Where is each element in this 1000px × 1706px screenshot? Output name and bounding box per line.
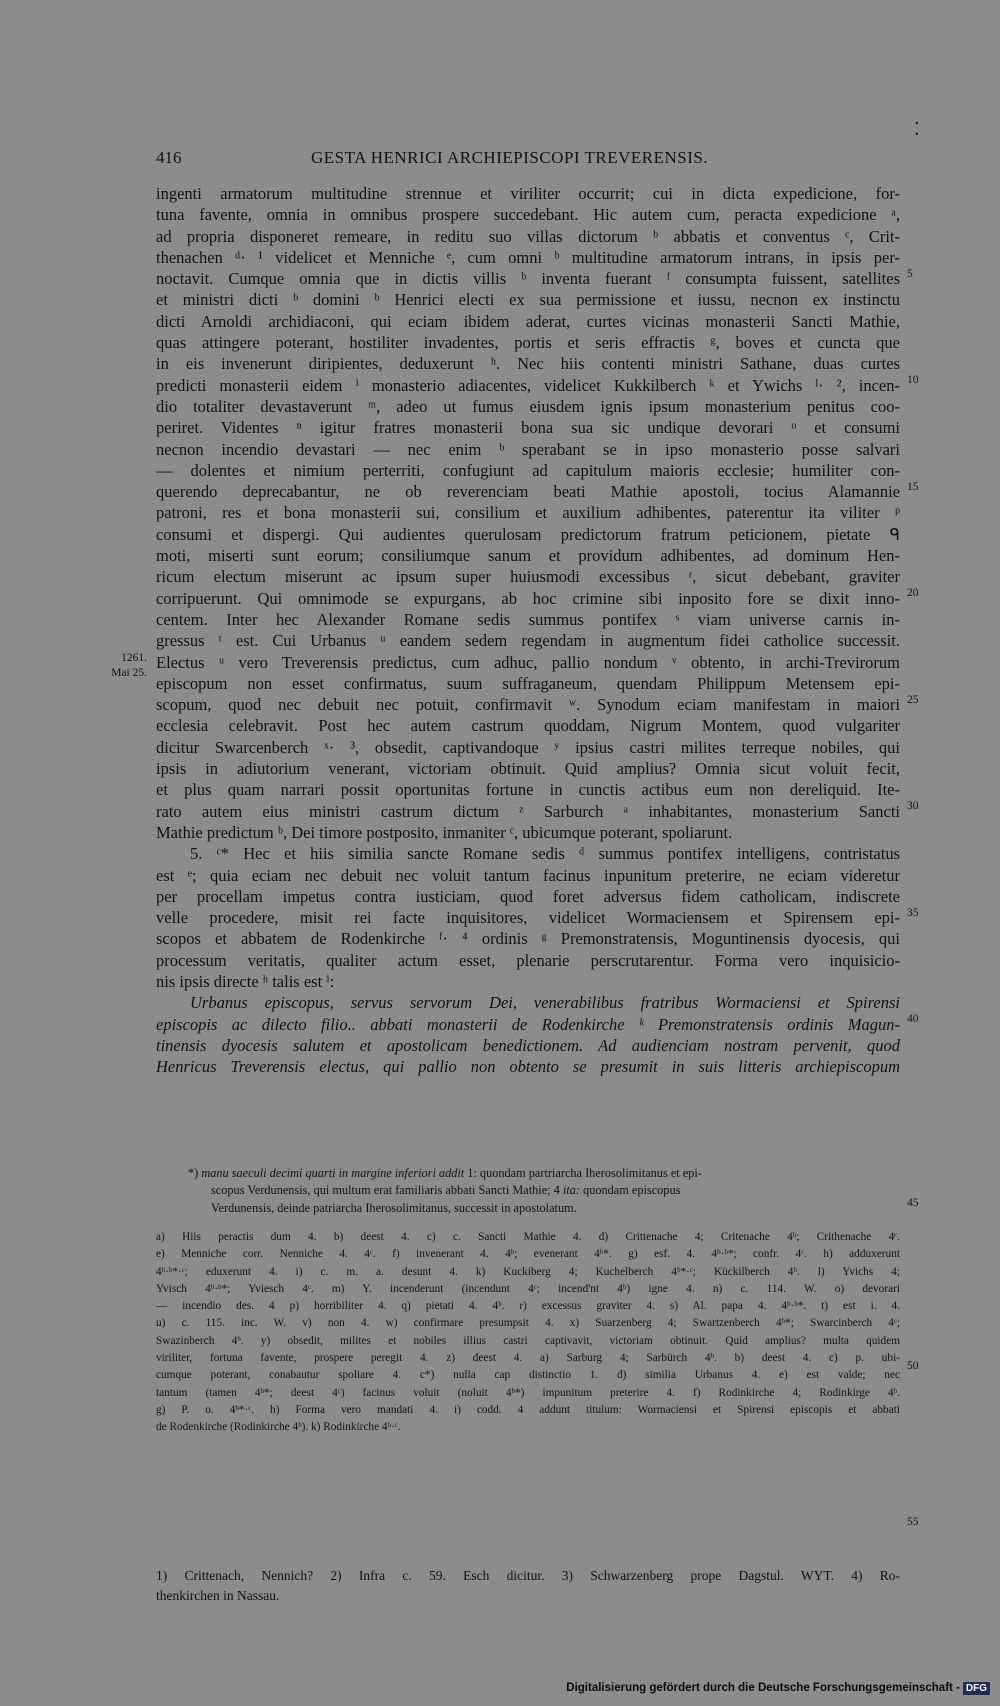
text-line: centem. Inter hec Alexander Romane sedis summus pontifex ˢ viam universe carnis in-	[156, 609, 900, 629]
editor-note-text: 1: quondam partriarcha Iherosolimitanus et epi-	[464, 1166, 702, 1180]
text-line: ad propria disponeret remeare, in reditu suo villas dictorum ᵇ abbatis et conventus ᶜ, Crit-	[156, 226, 900, 246]
text-line: corripuerunt. Qui omnimode se expurgans, ab hoc crimine sibi inposito fore se dixit inno-	[156, 588, 900, 608]
text-line: velle procedere, misit rei facte inquisitores, videlicet Wormaciensem et Spirensem epi-	[156, 908, 900, 928]
text-line: et ministri dicti ᵇ domini ᵇ Henrici electi ex sua permissione et iussu, necnon ex instinctu	[156, 290, 900, 310]
line-number: 50	[907, 1360, 919, 1372]
line-number: 5	[907, 268, 913, 280]
line-number: 20	[907, 587, 919, 599]
text-line: dio totaliter devastaverunt ᵐ, adeo ut fumus eiusdem ignis ipsum monasterium penitus coo-	[156, 396, 900, 416]
text-line: ricum electum miserunt ac ipsum super huiusmodi excessibus ʳ, sicut debebant, graviter	[156, 567, 900, 587]
text-line: est ᵉ; quia eciam nec debuit nec voluit tantum facinus inpunitum preterire, ne eciam videretur	[156, 865, 900, 885]
text-line: Urbanus episcopus, servus servorum Dei, venerabilibus fratribus Wormaciensi et Spirensi	[190, 993, 900, 1013]
apparatus-line: g) P. o. 4ᵇ*·ᶜ. h) Forma vero mandati 4. i) codd. 4 addunt titulum: Wormaciensi et Spirensi episcopis et abbati	[156, 1403, 900, 1416]
editor-note-text: scopus Verdunensis, qui multum erat familiaris abbati Sancti Mathie; 4	[211, 1183, 560, 1198]
text-line: gressus ᵗ est. Cui Urbanus ᵘ eandem sedem regendam in augmentum fidei catholice successit.	[156, 631, 900, 651]
editor-note-line	[156, 1182, 900, 1199]
editor-note-italic: ita:	[559, 1183, 580, 1198]
line-number: 35	[907, 907, 919, 919]
text-line: episcopis ac dilecto filio.. abbati monasterii de Rodenkirche ᵏ Premonstratensis ordinis Magun-	[156, 1014, 900, 1034]
line-number: 30	[907, 800, 919, 812]
apparatus-line: cumque poterant, conabautur spoliare 4. c*) nulla cap distinctio 1. d) similia Urbanus 4. e) est valde; nec	[156, 1369, 900, 1382]
text-line: per procellam impetus contra iusticiam, quod foret adversus fidem catholicam, indiscrete	[156, 886, 900, 906]
apparatus-line: a) Hiis peractis dum 4. b) deest 4. c) c. Sancti Mathie 4. d) Crittenache 4; Critenache 4ᵇ; Crithenache 4ᶜ.	[156, 1231, 900, 1243]
editor-note-line	[156, 1165, 900, 1182]
text-line: processum veritatis, qualiter actum esset, plenarie perscrutarentur. Forma vero inquisicio-	[156, 950, 900, 970]
text-line: rato autem eius ministri castrum dictum ᶻ Sarburch ᵃ inhabitantes, monasterium Sancti	[156, 801, 900, 821]
text-line: nis ipsis directe ʰ talis est ⁱ:	[156, 971, 335, 991]
apparatus-line: viriliter, fortuna favente, prospere peregit 4. z) deest 4. a) Sarburg 4; Sarbürch 4ᵇ. b) deest 4. c) p. ubi-	[156, 1352, 900, 1365]
editor-note-marker: *)	[188, 1166, 199, 1180]
digitization-credit	[566, 1678, 990, 1698]
credit-text: Digitalisierung gefördert durch die Deutsche Forschungsgemeinschaft -	[566, 1682, 960, 1694]
text-line: periret. Videntes ⁿ igitur fratres monasterii bona sua sic undique devorari ᵒ et consumi	[156, 418, 900, 438]
apparatus-line: u) c. 115. inc. W. v) non 4. w) confirmare presumpsit 4. x) Suarzenberg 4; Swartzenberch 4ᵇ*; Swarcinberch 4ᶜ;	[156, 1317, 900, 1330]
text-line: scopos et abbatem de Rodenkirche ᶠ· ⁴ ordinis ᵍ Premonstratensis, Moguntinensis dyocesis, qui	[156, 929, 900, 949]
line-number: 45	[907, 1197, 919, 1209]
apparatus-line: Yvisch 4ᵇ·ᵇ*; Yviesch 4ᶜ. m) Y. incenderunt (incendunt 4ᶜ; incend'nt 4ᵇ) igne 4. n) c. 114. W. o) devorari	[156, 1282, 900, 1295]
editor-note	[156, 1165, 900, 1217]
dfg-logo-icon: DFG	[963, 1682, 990, 1695]
editor-note-text: quondam episcopus	[579, 1183, 681, 1198]
footnote-line: thenkirchen in Nassau.	[156, 1588, 280, 1603]
line-number: 40	[907, 1013, 919, 1025]
text-line: quas attingere poterant, hostiliter invadentes, portis et seris effractis ᵍ, boves et cuncta que	[156, 333, 900, 353]
text-line: ecclesia celebravit. Post hec autem castrum quoddam, Nigrum Montem, quod vulgariter	[156, 716, 900, 736]
text-line: dicitur Swarcenberch ˣ· ³, obsedit, captivandoque ʸ ipsius castri milites terreque nobiles, qui	[156, 737, 900, 757]
text-line: dicti Arnoldi archidiaconi, qui eciam ibidem aderat, curtes vicinas monasterii Sancti Mathie,	[156, 311, 900, 331]
line-number: 10	[907, 374, 919, 386]
apparatus-line: e) Menniche corr. Nenniche 4. 4ᶜ. f) invenerant 4. 4ᵇ; evenerant 4ᵇ*. g) esf. 4. 4ᵇ·ᵇ*; confr. 4ᶜ. h) adduxerunt	[156, 1248, 900, 1261]
critical-apparatus	[156, 1229, 900, 1437]
text-line: — dolentes et nimium perterriti, confugiunt ad capitulum maioris ecclesie; humiliter con-	[156, 460, 900, 480]
text-line: Electus ᵘ vero Treverensis predictus, cum adhuc, pallio nondum ᵛ obtento, in archi-Trevirorum	[156, 652, 900, 672]
editor-note-italic: manu saeculi decimi quarti in margine inferiori addit	[201, 1166, 465, 1180]
text-line: in eis invenerunt diripientes, deduxerunt ʰ. Nec hiis contenti ministri Sathane, duas curtes	[156, 354, 900, 374]
text-line: 5. ᶜ* Hec et hiis similia sancte Romane sedis ᵈ summus pontifex intelligens, contristatus	[190, 844, 900, 864]
text-line: episcopum non esset confirmatus, suum suffraganeum, quendam Philippum Metensem epi-	[156, 673, 900, 693]
apparatus-line: de Rodenkirche (Rodinkirche 4ᵇ). k) Rodinkirche 4ᵇ·ᶜ.	[156, 1421, 401, 1434]
text-line: thenachen ᵈ· ¹ videlicet et Menniche ᵉ, cum omni ᵇ multitudine armatorum intrans, in ipsis per-	[156, 247, 900, 267]
text-line: moti, miserti sunt eorum; consiliumque sanum et providum adhibentes, ad dominum Hen-	[156, 546, 900, 566]
page-header	[156, 148, 924, 172]
apparatus-line: tantum (tamen 4ᵇ*; deest 4ᶜ) facinus voluit (noluit 4ᵇ*) impunitum preterire 4. f) Rodinkirche 4; Rodinkirge 4ᵇ.	[156, 1386, 900, 1399]
footnotes	[156, 1566, 900, 1606]
apparatus-line: Swazinberch 4ᵇ. y) obsedit, milites et nobiles illius castri captivavit, victoriam obtinuit. Quid amplius? multa quidem	[156, 1334, 900, 1347]
text-line: tuna favente, omnia in omnibus prospere succedebant. Hic autem cum, peracta expedicione ᵃ,	[156, 205, 900, 225]
text-line: Mathie predictum ᵇ, Dei timore postposito, inmaniter ᶜ, ubicumque poterant, spoliarunt.	[156, 822, 733, 842]
text-line: consumi et dispergi. Qui audientes querulosam predictorum fratrum peticionem, pietate ᑫ	[156, 524, 900, 544]
line-number: 25	[907, 694, 919, 706]
text-line: patroni, res et bona monasterii sui, consilium et auxilium adhibentes, paterentur ita viliter ᵖ	[156, 503, 900, 523]
apparatus-line: — incendio des. 4 p) horribiliter 4. q) pietati 4. 4ᵇ. r) excessus graviter 4. s) Al. papa 4. 4ᵇ·ᵇ*. t) est i. 4.	[156, 1300, 900, 1313]
text-line: tinensis dyocesis salutem et apostolicam benedictionem. Ad audienciam nostram pervenit, quod	[156, 1035, 900, 1055]
text-line: querendo deprecabantur, ne ob reverenciam beati Mathie apostoli, tocius Alamannie	[156, 482, 900, 502]
line-number: 15	[907, 481, 919, 493]
text-line: ipsis in adiutorium venerant, victoriam obtinuit. Quid amplius? Omnia sicut voluit fecit,	[156, 759, 900, 779]
editor-note-line: Verdunensis, deinde patriarcha Iherosolimitanus, successit in apostolatum.	[211, 1200, 577, 1215]
margin-date-day: Mai 25.	[111, 667, 147, 679]
text-line: et plus quam narrari possit oportunitas fortune in cunctis actibus eum non dereliquid. Ite-	[156, 780, 900, 800]
text-line: predicti monasterii eidem ⁱ monasterio adiacentes, videlicet Kukkilberch ᵏ et Ywichs ˡ· ², incen-	[156, 375, 900, 395]
margin-date-year: 1261.	[121, 652, 147, 664]
margin-date	[95, 651, 147, 681]
page-number: 416	[156, 148, 182, 167]
text-line: noctavit. Cumque omnia que in dictis villis ᵇ inventa fuerant ᶠ consumpta fuissent, satellites	[156, 269, 900, 289]
running-title: GESTA HENRICI ARCHIEPISCOPI TREVERENSIS.	[311, 148, 709, 167]
apparatus-line: 4ᵇ·ᵇ*·ᶜ; eduxerunt 4. i) c. m. a. desunt 4. k) Kuckiberg 4; Kuchelberch 4ᵇ*·ᶜ; Kückilberch 4ᵇ. l) Yvichs 4;	[156, 1265, 900, 1278]
text-line: Henricus Treverensis electus, qui pallio non obtento se presumit in suis litteris archiepiscopum	[156, 1057, 900, 1077]
text-line: necnon incendio devastari — nec enim ᵇ sperabant se in ipso monasterio posse salvari	[156, 439, 900, 459]
line-number: 55	[907, 1516, 919, 1528]
text-line: ingenti armatorum multitudine strennue et viriliter occurrit; cui in dicta expedicione, for-	[156, 184, 900, 203]
main-text	[156, 183, 900, 1077]
corner-mark: ⁚	[914, 119, 920, 139]
text-line: scopum, quod nec debuit nec potuit, confirmavit ʷ. Synodum eciam manifestam in maiori	[156, 695, 900, 715]
footnote-line: 1) Crittenach, Nennich? 2) Infra c. 59. Esch dicitur. 3) Schwarzenberg prope Dagstul. WYT. 4) Ro-	[156, 1568, 900, 1583]
